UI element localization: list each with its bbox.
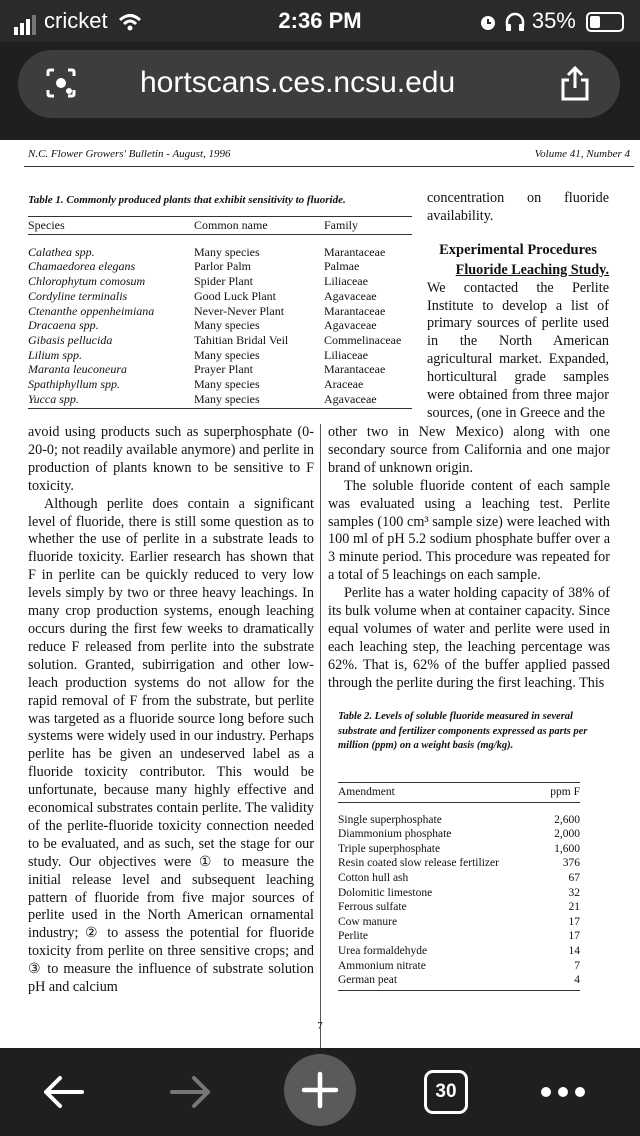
- more-options-icon[interactable]: [538, 1082, 588, 1102]
- amendment: Dolomitic limestone: [338, 886, 433, 899]
- family: Liliaceae: [324, 274, 368, 289]
- amendment: German peat: [338, 973, 542, 990]
- table-row: [28, 377, 412, 392]
- page-number: 7: [317, 1020, 323, 1032]
- paragraph: We contacted the Perlite Institute to develop a list of primary sources of perlite used in the North American agricultural market. Expanded, horticultural grade samples were obtained from three major sources, (one in Greece and the: [427, 279, 609, 421]
- family: Commelinaceae: [324, 332, 402, 347]
- paragraph: avoid using products such as superphosphate (0-20-0; not readily available anymore) and perlite in production of plants known to be sensitive to F toxicity.: [28, 424, 314, 494]
- common-name: Many species: [194, 377, 260, 392]
- clock: 2:36 PM: [278, 8, 362, 33]
- column-divider: [320, 424, 321, 1048]
- paragraph: Perlite has a water holding capacity of 38% of its bulk volume when at container capacity. Since equal volumes of water and perlite were used in each leaching step, the leaching percentage was 62%. That is, 62% of the buffer applied passed through the perlite during the first leaching. This: [328, 585, 610, 691]
- common-name: Prayer Plant: [194, 362, 253, 377]
- headphones-icon: [504, 12, 526, 32]
- table-row: [28, 274, 412, 289]
- family: Liliaceae: [324, 347, 368, 362]
- ppm-value: 17: [568, 930, 580, 943]
- new-tab-button[interactable]: [284, 1054, 356, 1126]
- table-row: [28, 348, 412, 363]
- table-row: [28, 333, 412, 348]
- table2-title: Table 2. Levels of soluble fluoride measured in several substrate and fertilizer components expressed as parts per million (ppm) on a weight basis (mg/kg).: [338, 711, 588, 751]
- bulletin-header: N.C. Flower Growers' Bulletin - August, 1996: [28, 148, 231, 160]
- table-row: [28, 304, 412, 319]
- table1-col-species: Species: [28, 217, 194, 235]
- species: Calathea spp.: [28, 244, 95, 259]
- table-row: [28, 392, 412, 409]
- table-row: [28, 289, 412, 304]
- subsection-heading: Fluoride Leaching Study.: [455, 261, 609, 278]
- table-row: [338, 827, 580, 842]
- ppm-value: 32: [568, 886, 580, 899]
- family: Marantaceae: [324, 303, 386, 318]
- common-name: Many species: [194, 318, 260, 333]
- table-row: [338, 842, 580, 857]
- table1-col-common: Common name: [194, 217, 324, 235]
- table-row: [28, 362, 412, 377]
- table2: [338, 782, 580, 991]
- table1-title: Table 1. Commonly produced plants that exhibit sensitivity to fluoride.: [28, 194, 346, 206]
- amendment: Urea formaldehyde: [338, 944, 428, 957]
- common-name: Tahitian Bridal Veil: [194, 332, 289, 347]
- paragraph: Although perlite does contain a significant level of fluoride, there is still some question as to whether the use of perlite in a substrate leads to fluoride toxicity. Earlier research has shown that F in perlite can be quickly reduced to very low levels simply by two or three heavy leachings. In many crop production systems, enough leaching occurs during the first few weeks to dramatically reduce F released from perlite into the substrate solution. Granted, subirrigation and other low-leach production systems do not allow for the rapid removal of F from the substrate, but perlite was targeted as a fluoride source long before such systems were widely used in our industry. Perhaps perlite has be given an undeserved label as a fluoride toxicity contributor. This would be unfortunate, because many highly effective and economical substrates contain perlite. The validity of the perlite-fluoride toxicity connection needed to be evaluated, and as such, set the stage for our study. Our objectives were ① to measure the initial release level and subsequent leaching pattern of fluoride from five major sources of perlite used in the North American ornamental industry; ② to assess the potential for fluoride toxicity from perlite on three sensitive crops; and ③ to measure the influence of substrate solution pH and calcium: [28, 495, 314, 996]
- species: Cordyline terminalis: [28, 288, 128, 303]
- table-row: [338, 944, 580, 959]
- table-row: [338, 915, 580, 930]
- common-name: Never-Never Plant: [194, 303, 285, 318]
- ppm-value: 376: [562, 857, 580, 870]
- column2-text: [328, 424, 610, 693]
- tab-switcher-button[interactable]: 30: [424, 1070, 468, 1114]
- table-row: [28, 259, 412, 274]
- amendment: Resin coated slow release fertilizer: [338, 857, 499, 870]
- volume-header: Volume 41, Number 4: [534, 148, 630, 160]
- species: Ctenanthe oppenheimiana: [28, 303, 155, 318]
- address-bar[interactable]: [18, 50, 620, 118]
- table-row: [28, 234, 412, 259]
- amendment: Cow manure: [338, 915, 398, 928]
- species: Chamaedorea elegans: [28, 259, 136, 274]
- table-row: [338, 900, 580, 915]
- ppm-value: 4: [542, 973, 580, 990]
- alarm-icon: [478, 12, 498, 32]
- amendment: Ammonium nitrate: [338, 959, 426, 972]
- table2-col-amendment: Amendment: [338, 783, 542, 803]
- family: Palmae: [324, 259, 360, 274]
- status-bar: [0, 0, 640, 42]
- common-name: Spider Plant: [194, 274, 253, 289]
- amendment: Cotton hull ash: [338, 871, 409, 884]
- amendment: Single superphosphate: [338, 813, 442, 826]
- carrier-name: cricket: [44, 8, 108, 33]
- common-name: Good Luck Plant: [194, 288, 276, 303]
- plus-icon: [284, 1054, 356, 1126]
- species: Chlorophytum comosum: [28, 274, 146, 289]
- ppm-value: 7: [574, 959, 580, 972]
- share-icon[interactable]: [558, 64, 592, 102]
- ppm-value: 21: [568, 901, 580, 914]
- ppm-value: 2,000: [554, 828, 580, 841]
- status-right: [478, 8, 624, 34]
- table-row: [338, 856, 580, 871]
- family: Agavaceae: [324, 318, 377, 333]
- table-row: [338, 929, 580, 944]
- family: Araceae: [324, 377, 364, 392]
- common-name: Parlor Palm: [194, 259, 251, 274]
- document-page[interactable]: [0, 140, 640, 1048]
- column2-top-text: [427, 190, 609, 423]
- table2-header: [338, 783, 580, 803]
- table-row: [338, 886, 580, 901]
- table-row: [338, 973, 580, 990]
- common-name: Many species: [194, 392, 324, 409]
- table-row: [338, 871, 580, 886]
- amendment: Diammonium phosphate: [338, 828, 452, 841]
- url-text[interactable]: hortscans.ces.ncsu.edu: [140, 66, 456, 99]
- paragraph: other two in New Mexico) along with one secondary source from California and one major brand of unknown origin.: [328, 424, 610, 476]
- common-name: Many species: [194, 347, 260, 362]
- battery-icon: [586, 12, 624, 32]
- column1-text: [28, 424, 314, 997]
- lens-icon[interactable]: [44, 66, 78, 100]
- ppm-value: 1,600: [554, 842, 580, 855]
- species: Dracaena spp.: [28, 318, 99, 333]
- species: Gibasis pellucida: [28, 332, 113, 347]
- table-row: [338, 959, 580, 974]
- header-rule: [24, 166, 634, 167]
- battery-percent: 35%: [531, 8, 576, 33]
- paragraph: concentration on fluoride availability.: [427, 190, 609, 224]
- species: Spathiphyllum spp.: [28, 377, 120, 392]
- paragraph: The soluble fluoride content of each sample was evaluated using a leaching test. Perlite samples (100 cm³ sample size) were leached with 100 ml of pH 5.2 sodium phosphate buffer over a 3 minute period. This procedure was repeated for a total of 5 leachings on each sample.: [328, 477, 610, 584]
- common-name: Many species: [194, 244, 260, 259]
- section-heading: Experimental Procedures: [439, 241, 597, 258]
- table-row: [338, 802, 580, 827]
- forward-arrow-icon[interactable]: [168, 1072, 214, 1112]
- table1-header: [28, 217, 412, 235]
- table-row: [28, 318, 412, 333]
- amendment: Ferrous sulfate: [338, 901, 407, 914]
- family: Marantaceae: [324, 362, 386, 377]
- back-arrow-icon[interactable]: [40, 1072, 86, 1112]
- ppm-value: 14: [568, 944, 580, 957]
- ppm-value: 67: [568, 871, 580, 884]
- table1: [28, 216, 412, 409]
- species: Maranta leuconeura: [28, 362, 127, 377]
- ppm-value: 17: [568, 915, 580, 928]
- species: Lilium spp.: [28, 347, 83, 362]
- species: Yucca spp.: [28, 392, 194, 409]
- family: Marantaceae: [324, 244, 386, 259]
- family: Agavaceae: [324, 392, 412, 409]
- amendment: Triple superphosphate: [338, 842, 441, 855]
- amendment: Perlite: [338, 930, 369, 943]
- table1-col-family: Family: [324, 217, 412, 235]
- table2-col-ppm: ppm F: [542, 783, 580, 803]
- family: Agavaceae: [324, 288, 377, 303]
- ppm-value: 2,600: [554, 813, 580, 826]
